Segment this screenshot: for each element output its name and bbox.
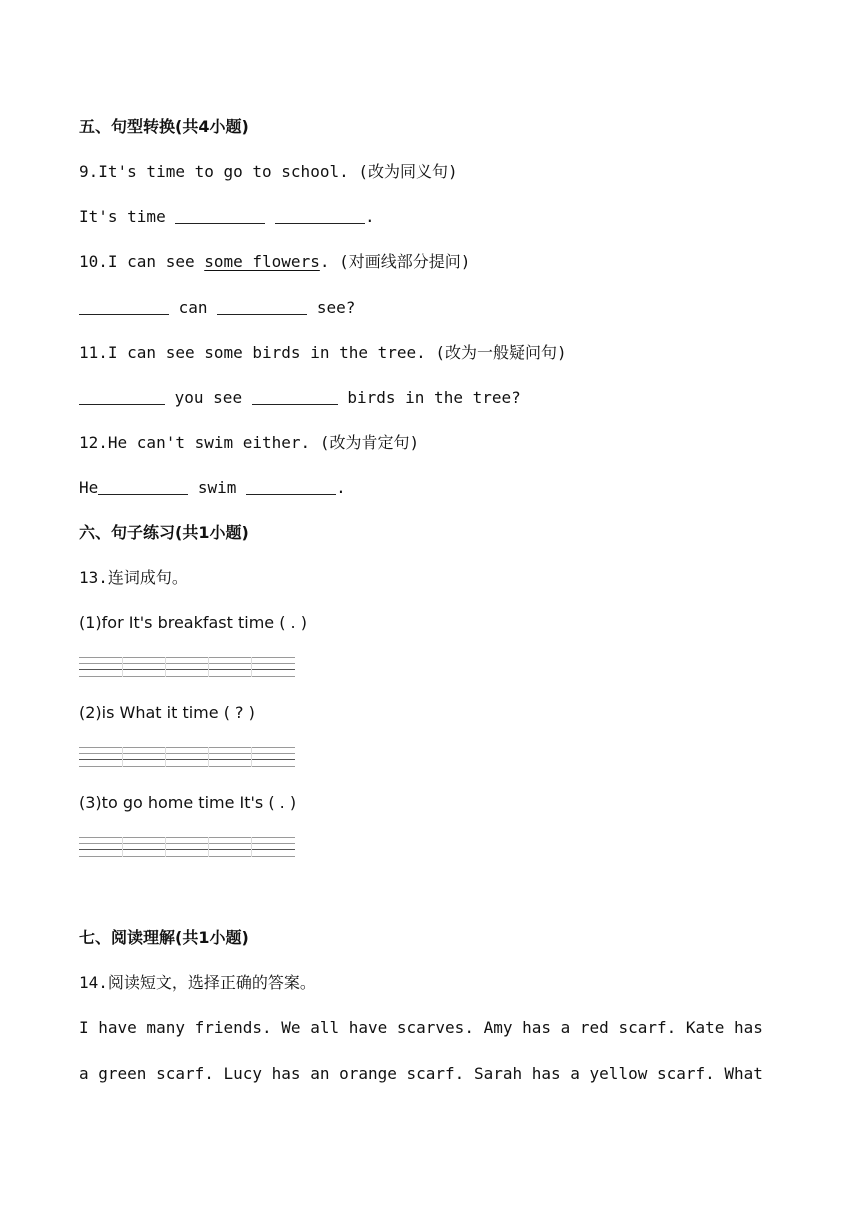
answer-11-end: birds in the tree? [347, 388, 521, 407]
answer-blank[interactable] [175, 207, 265, 224]
question-12: 12.He can't swim either. (改为肯定句) [79, 433, 420, 452]
section-heading-5: 五、句型转换(共4小题) [79, 117, 249, 136]
q13-item-2: (2)is What it time ( ? ) [79, 703, 255, 722]
answer-blank[interactable] [217, 298, 307, 315]
q13-item-3: (3)to go home time It's ( . ) [79, 793, 297, 812]
answer-line-10 [79, 298, 355, 318]
writing-grid[interactable] [79, 837, 295, 857]
answer-10-mid: can [178, 298, 208, 317]
answer-line-12 [79, 478, 346, 498]
writing-grid[interactable] [79, 747, 295, 767]
answer-12-prefix: He [79, 478, 99, 497]
section-heading-6: 六、句子练习(共1小题) [79, 523, 249, 542]
section-heading-7: 七、阅读理解(共1小题) [79, 928, 249, 947]
passage-line-2: a green scarf. Lucy has an orange scarf. Sarah has a yellow scarf. What [79, 1064, 763, 1083]
answer-line-11 [79, 388, 521, 408]
writing-grid[interactable] [79, 657, 295, 677]
answer-line-9 [79, 207, 375, 227]
answer-blank[interactable] [79, 298, 169, 315]
question-10-underlined: some flowers [204, 252, 320, 271]
answer-9-suffix: . [364, 207, 375, 226]
question-11: 11.I can see some birds in the tree. (改为一般疑问句) [79, 343, 567, 362]
answer-12-end: . [336, 478, 346, 497]
passage-line-1: I have many friends. We all have scarves. Amy has a red scarf. Kate has [79, 1018, 763, 1037]
answer-blank[interactable] [246, 478, 336, 495]
answer-10-end: see? [316, 298, 356, 317]
answer-11-mid: you see [174, 388, 243, 407]
q13-item-1: (1)for It's breakfast time ( . ) [79, 613, 307, 632]
question-10-suffix: . (对画线部分提问) [319, 252, 471, 271]
answer-blank[interactable] [98, 478, 188, 495]
answer-blank[interactable] [275, 207, 365, 224]
answer-blank[interactable] [79, 388, 165, 405]
question-10-prefix: 10.I can see [79, 252, 205, 271]
question-13-title: 13.连词成句。 [79, 568, 188, 587]
answer-blank[interactable] [252, 388, 338, 405]
answer-12-mid: swim [197, 478, 237, 497]
question-14-title: 14.阅读短文，选择正确的答案。 [79, 973, 316, 992]
question-10 [79, 252, 470, 272]
question-9: 9.It's time to go to school. (改为同义句) [79, 162, 458, 181]
answer-9-prefix: It's time [79, 207, 166, 226]
